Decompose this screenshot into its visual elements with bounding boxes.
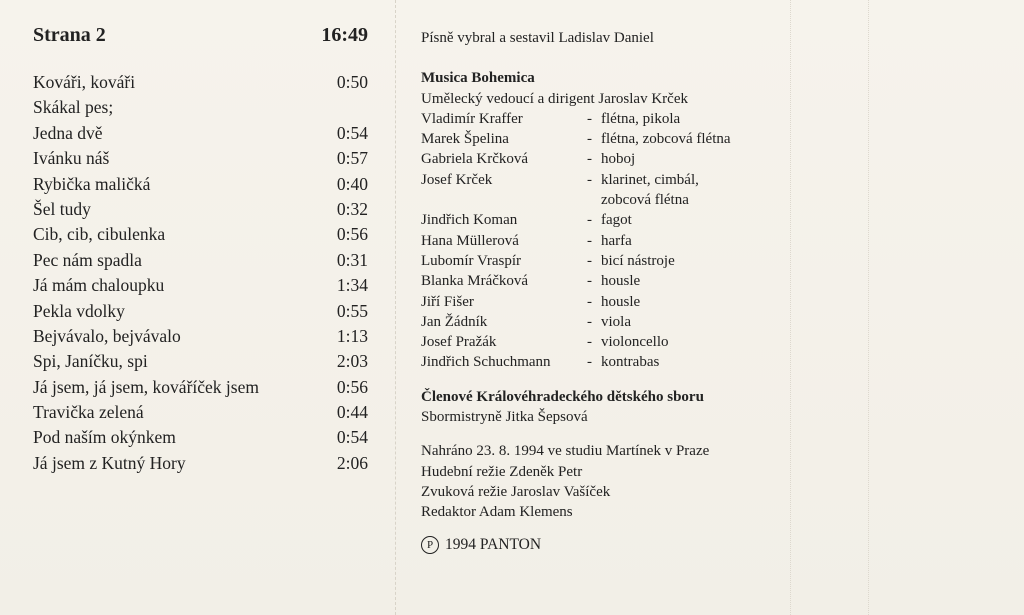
track-duration: 0:54 [336, 427, 368, 448]
recording-credits [421, 441, 781, 522]
track-row [33, 324, 368, 349]
member-dash: - [587, 171, 592, 188]
track-duration: 2:06 [336, 452, 368, 473]
member-dash: - [587, 293, 592, 310]
side-title: Strana 2 [33, 24, 106, 46]
member-row [421, 190, 781, 210]
copyright-text: 1994 PANTON [445, 535, 542, 553]
track-row [33, 172, 368, 197]
ensemble-name: Musica Bohemica [421, 70, 535, 87]
track-title: Bejvávalo, bejvávalo [33, 325, 181, 346]
track-duration: 1:34 [336, 275, 368, 296]
choir-leader: Sbormistryně Jitka Šepsová [421, 409, 588, 426]
fold-line [868, 0, 869, 615]
member-name: Jan Žádník [421, 313, 488, 330]
track-duration: 0:40 [336, 173, 368, 194]
track-title: Travička zelená [33, 402, 144, 423]
track-title: Pod naším okýnkem [33, 427, 176, 448]
member-row [421, 251, 781, 271]
track-duration: 0:55 [336, 300, 368, 321]
member-row [421, 170, 781, 190]
member-dash: - [587, 334, 592, 351]
member-instrument: flétna, pikola [601, 110, 681, 127]
member-name: Hana Müllerová [421, 232, 519, 249]
track-title: Ivánku náš [33, 148, 110, 169]
track-duration: 0:44 [336, 402, 368, 423]
member-row [421, 210, 781, 230]
member-name: Jindřich Koman [421, 212, 518, 229]
track-row [33, 95, 368, 120]
member-row [421, 149, 781, 169]
fold-line [395, 0, 396, 615]
track-row [33, 375, 368, 400]
member-name: Jindřich Schuchmann [421, 354, 551, 371]
member-dash: - [587, 232, 592, 249]
track-duration: 0:57 [336, 148, 368, 169]
member-name: Jiří Fišer [421, 293, 474, 310]
track-row [33, 222, 368, 247]
member-dash: - [587, 313, 592, 330]
member-dash: - [587, 131, 592, 148]
choir-name: Členové Královéhradeckého dětského sboru [421, 388, 704, 405]
track-duration: 0:31 [336, 249, 368, 270]
member-instrument: fagot [601, 212, 632, 229]
track-row [33, 400, 368, 425]
track-duration: 0:54 [336, 122, 368, 143]
track-row [33, 451, 368, 476]
ensemble-leader: Umělecký vedoucí a dirigent Jaroslav Krček [421, 90, 688, 107]
member-instrument: viola [601, 313, 631, 330]
track-title: Já jsem z Kutný Hory [33, 452, 186, 473]
track-title: Pec nám spadla [33, 249, 142, 270]
member-row [421, 312, 781, 332]
member-row [421, 129, 781, 149]
track-duration: 1:13 [336, 325, 368, 346]
track-title: Pekla vdolky [33, 300, 125, 321]
track-title: Rybička maličká [33, 173, 151, 194]
fold-line [790, 0, 791, 615]
track-row [33, 121, 368, 146]
credits-panel [421, 28, 781, 555]
member-instrument: zobcová flétna [601, 192, 689, 209]
track-duration: 0:56 [336, 376, 368, 397]
member-dash: - [587, 110, 592, 127]
selection-credit: Písně vybral a sestavil Ladislav Daniel [421, 30, 654, 46]
member-name: Marek Špelina [421, 131, 509, 148]
track-duration: 2:03 [336, 351, 368, 372]
member-instrument: flétna, zobcová flétna [601, 131, 731, 148]
member-dash: - [587, 151, 592, 168]
track-title: Jedna dvě [33, 122, 103, 143]
member-instrument: klarinet, cimbál, [601, 171, 699, 188]
recording-line: Hudební režie Zdeněk Petr [421, 463, 583, 480]
recording-line: Redaktor Adam Klemens [421, 504, 573, 521]
member-row [421, 271, 781, 291]
track-row [33, 425, 368, 450]
track-title: Skákal pes; [33, 97, 114, 118]
track-row [33, 146, 368, 171]
track-title: Šel tudy [33, 198, 91, 219]
track-duration: 0:56 [336, 224, 368, 245]
track-title: Já mám chaloupku [33, 275, 165, 296]
member-name: Blanka Mráčková [421, 273, 529, 290]
member-row [421, 292, 781, 312]
track-title: Spi, Janíčku, spi [33, 351, 148, 372]
member-name: Josef Pražák [421, 334, 497, 351]
phonogram-icon: P [421, 536, 439, 554]
recording-line: Nahráno 23. 8. 1994 ve studiu Martínek v Praze [421, 443, 710, 460]
member-list [421, 109, 781, 373]
side-header [33, 24, 368, 52]
member-instrument: bicí nástroje [601, 252, 675, 269]
member-dash: - [587, 212, 592, 229]
member-instrument: hoboj [601, 151, 636, 168]
track-duration: 0:32 [336, 198, 368, 219]
track-row [33, 273, 368, 298]
track-row [33, 248, 368, 273]
track-list [33, 70, 368, 476]
member-name: Gabriela Krčková [421, 151, 529, 168]
track-title: Cib, cib, cibulenka [33, 224, 166, 245]
track-duration: 0:50 [336, 72, 368, 92]
member-name: Josef Krček [421, 171, 493, 188]
track-row [33, 70, 368, 95]
member-instrument: harfa [601, 232, 632, 249]
total-time: 16:49 [321, 24, 368, 46]
track-row [33, 299, 368, 324]
member-row [421, 231, 781, 251]
copyright [421, 535, 781, 555]
member-name: Vladimír Kraffer [421, 110, 523, 127]
member-instrument: housle [601, 293, 641, 310]
member-instrument: housle [601, 273, 641, 290]
track-title: Já jsem, já jsem, kováříček jsem [33, 376, 259, 397]
member-instrument: kontrabas [601, 354, 660, 371]
member-dash: - [587, 252, 592, 269]
track-title: Kováři, kováři [33, 72, 136, 92]
member-row [421, 352, 781, 372]
member-instrument: violoncello [601, 334, 669, 351]
member-row [421, 109, 781, 129]
tracklist-panel [33, 24, 368, 476]
member-row [421, 332, 781, 352]
track-row [33, 349, 368, 374]
recording-line: Zvuková režie Jaroslav Vašíček [421, 483, 611, 500]
member-name: Lubomír Vraspír [421, 252, 522, 269]
member-dash: - [587, 273, 592, 290]
member-dash: - [587, 354, 592, 371]
track-row [33, 197, 368, 222]
